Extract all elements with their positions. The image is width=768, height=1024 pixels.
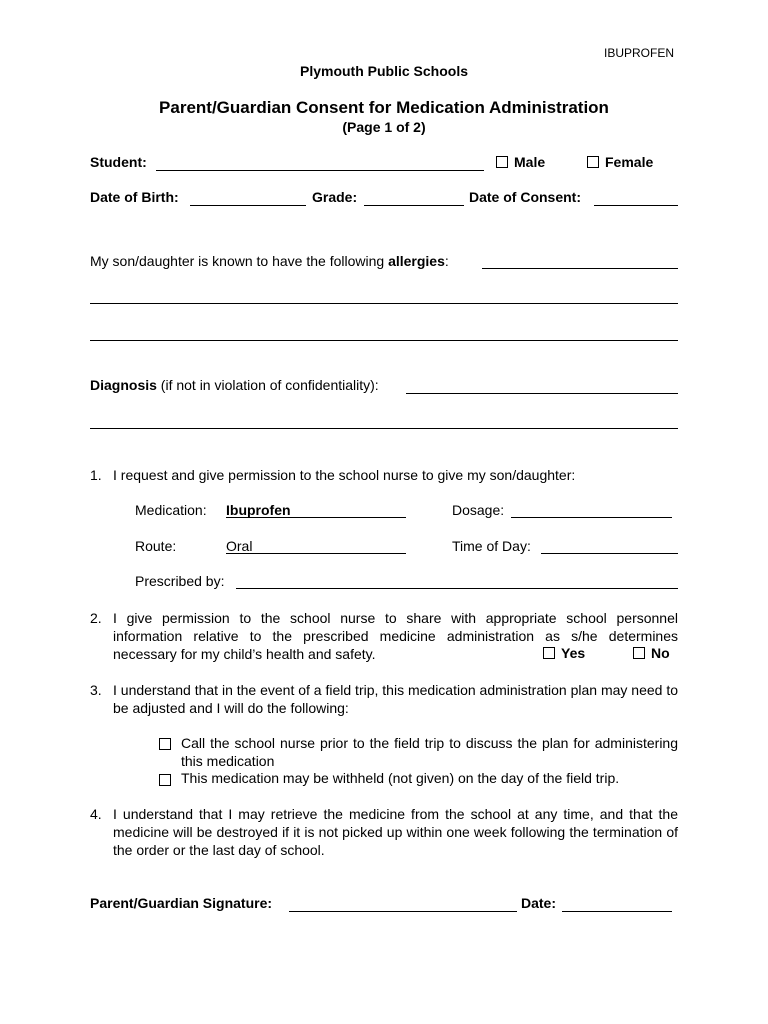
item-3-number: 3. [90,682,102,698]
medication-field[interactable] [226,517,406,518]
diagnosis-line-2[interactable] [90,428,678,429]
dob-label: Date of Birth: [90,189,179,205]
route-label: Route: [135,538,177,554]
dosage-label: Dosage: [452,502,505,518]
diagnosis-text [90,377,379,393]
consent-date-field[interactable] [594,205,678,206]
female-option[interactable] [587,154,653,170]
male-checkbox[interactable] [496,156,508,168]
share-no-option[interactable] [633,645,670,661]
allergies-keyword: allergies [388,253,445,269]
item-3-text: I understand that in the event of a field trip, this medication administration plan may need to be adjusted and I will do the following: [113,682,678,716]
consent-date-label: Date of Consent: [469,189,581,205]
page-indicator: (Page 1 of 2) [342,119,426,135]
allergies-text [90,253,449,269]
field-trip-option-1-text: Call the school nurse prior to the field trip to discuss the plan for administering this medication [181,735,678,769]
field-trip-option-1-checkbox[interactable] [159,738,171,750]
time-of-day-field[interactable] [541,553,678,554]
route-field[interactable] [226,553,406,554]
share-yes-checkbox[interactable] [543,647,555,659]
signature-field[interactable] [289,911,517,912]
share-yes-label: Yes [561,645,586,661]
allergies-field[interactable] [482,268,678,269]
prescribed-by-field[interactable] [236,588,678,589]
diagnosis-field[interactable] [406,393,678,394]
field-trip-option-2-checkbox[interactable] [159,774,171,786]
share-no-checkbox[interactable] [633,647,645,659]
item-2-number: 2. [90,610,102,626]
female-label: Female [605,154,654,170]
prescribed-by-label: Prescribed by: [135,573,225,589]
student-name-field[interactable] [156,170,484,171]
female-checkbox[interactable] [587,156,599,168]
allergies-prefix: My son/daughter is known to have the following [90,253,389,269]
time-of-day-label: Time of Day: [452,538,531,554]
allergies-line-2[interactable] [90,303,678,304]
item-4-text: I understand that I may retrieve the medicine from the school at any time, and that the medicine will be destroyed if it is not picked up within one week following the termination of the order or the last day of school. [113,806,678,858]
student-label: Student: [90,154,147,170]
signature-date-field[interactable] [562,911,672,912]
item-1-text: I request and give permission to the school nurse to give my son/daughter: [113,467,576,483]
share-no-label: No [651,645,670,661]
dob-field[interactable] [190,205,306,206]
field-trip-option-2-text: This medication may be withheld (not given) on the day of the field trip. [181,770,620,786]
share-yes-option[interactable] [543,645,585,661]
dosage-field[interactable] [511,517,672,518]
diagnosis-suffix: (if not in violation of confidentiality): [156,377,379,393]
medication-value: Ibuprofen [226,502,291,518]
signature-label: Parent/Guardian Signature: [90,895,273,911]
item-1-number: 1. [90,467,102,483]
allergies-suffix: : [444,253,449,269]
route-value: Oral [226,538,253,554]
diagnosis-keyword: Diagnosis [90,377,157,393]
medication-label: Medication: [135,502,207,518]
item-2-text: I give permission to the school nurse to share with appropriate school personnel information relative to the prescribed medicine administration as s/he determines necessary for my child’s health and safety. [113,610,678,662]
grade-field[interactable] [364,205,464,206]
signature-date-label: Date: [521,895,557,911]
grade-label: Grade: [312,189,358,205]
corner-label: IBUPROFEN [604,46,675,60]
male-label: Male [514,154,546,170]
form-title: Parent/Guardian Consent for Medication Administration [159,98,609,117]
male-option[interactable] [496,154,545,170]
allergies-line-3[interactable] [90,340,678,341]
item-4-number: 4. [90,806,102,822]
school-name: Plymouth Public Schools [299,63,469,79]
